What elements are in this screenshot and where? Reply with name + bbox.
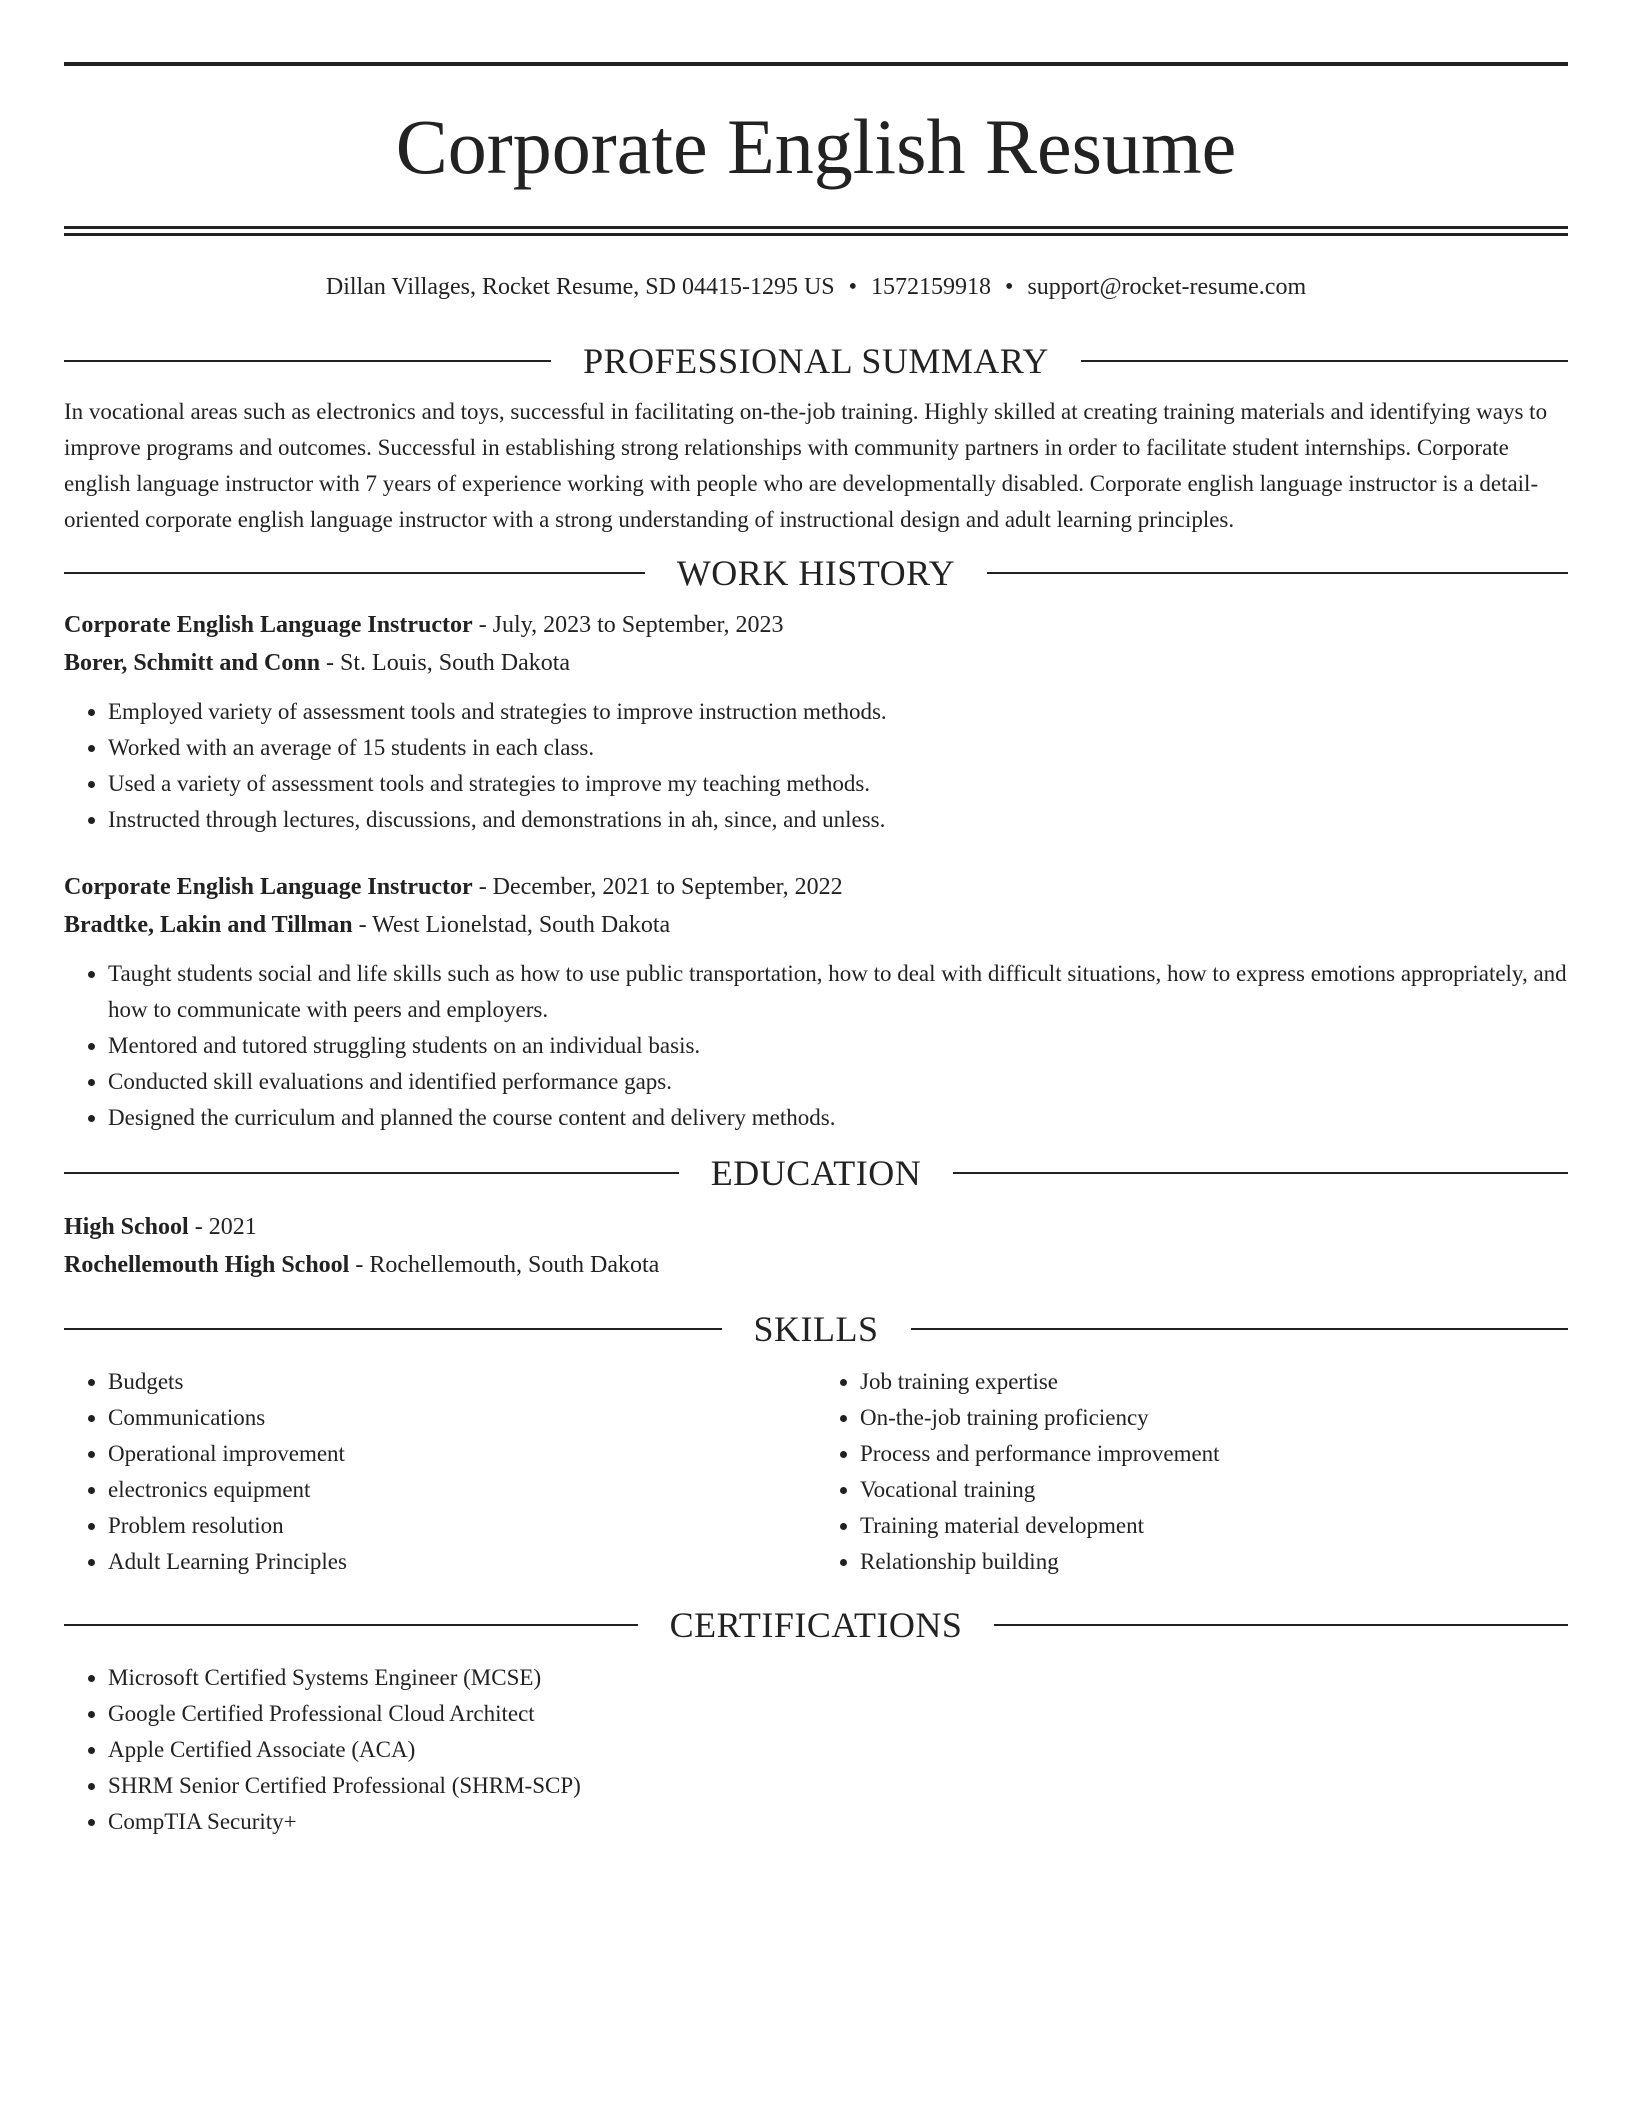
top-rule <box>64 62 1568 66</box>
heading-rule <box>64 1172 679 1174</box>
education-location: - Rochellemouth, South Dakota <box>349 1252 660 1278</box>
job-dates: - December, 2021 to September, 2022 <box>472 874 843 900</box>
job-bullet: • Worked with an average of 15 students in each class. <box>108 730 1568 766</box>
skill-item: • Training material development <box>860 1508 1568 1544</box>
heading-rule <box>64 572 645 574</box>
contact-address: Dillan Villages, Rocket Resume, SD 04415-1295 US <box>325 274 835 300</box>
section-title: SKILLS <box>753 1309 879 1349</box>
certification-item: • Google Certified Professional Cloud Architect <box>108 1696 1568 1732</box>
certification-item: • CompTIA Security+ <box>108 1804 1568 1840</box>
resume-title: Corporate English Resume <box>395 103 1237 190</box>
heading-rule <box>953 1172 1568 1174</box>
section-title: EDUCATION <box>710 1153 922 1193</box>
section-title: WORK HISTORY <box>676 553 956 593</box>
job-bullet: • Taught students social and life skills such as how to use public transportation, how to deal with difficult situations, how to express emotions appropriately, and how to communicate with peers and employers. <box>108 956 1568 1028</box>
job-entry <box>64 606 1568 838</box>
contact-separator: • <box>1005 274 1014 300</box>
contact-line <box>64 270 1568 304</box>
education-degree-line <box>64 1208 1568 1246</box>
job-entry <box>64 868 1568 1136</box>
skill-item: • Job training expertise <box>860 1364 1568 1400</box>
heading-rule <box>64 1624 638 1626</box>
heading-rule <box>64 360 551 362</box>
heading-rule <box>911 1328 1569 1330</box>
skill-item: • Vocational training <box>860 1472 1568 1508</box>
contact-email: support@rocket-resume.com <box>1027 274 1307 300</box>
contact-separator: • <box>848 274 858 300</box>
certification-item: • Apple Certified Associate (ACA) <box>108 1732 1568 1768</box>
certification-item: • Microsoft Certified Systems Engineer (MCSE) <box>108 1660 1568 1696</box>
section-heading-education <box>64 1150 1568 1196</box>
education-school: Rochellemouth High School <box>64 1252 350 1278</box>
job-bullet: • Instructed through lectures, discussions, and demonstrations in ah, since, and unless. <box>108 802 1568 838</box>
section-heading-work-history <box>64 550 1568 596</box>
certifications-list <box>64 1660 1568 1840</box>
education-degree: High School <box>64 1214 189 1240</box>
job-company: Borer, Schmitt and Conn <box>64 650 321 676</box>
job-company-line <box>64 906 1568 944</box>
job-bullets <box>64 956 1568 1136</box>
title-double-rule <box>64 226 1568 236</box>
skill-item: • Process and performance improvement <box>860 1436 1568 1472</box>
section-heading-skills <box>64 1306 1568 1352</box>
summary-text: In vocational areas such as electronics and toys, successful in facilitating on-the-job training. Highly skilled at creating training materials and identifying ways to improve programs and outcomes. Successful in establishing strong relationships with community partners in order to facilitate student internships. Corporate english language instructor with 7 years of experience working with people who are developmentally disabled. Corporate english language instructor is a detail-oriented corporate english language instructor with a strong understanding of instructional design and adult learning principles. <box>64 399 1548 532</box>
job-bullet: • Designed the curriculum and planned the course content and delivery methods. <box>108 1100 1568 1136</box>
contact-phone: 1572159918 <box>871 274 992 300</box>
education-school-line <box>64 1246 1568 1284</box>
heading-rule <box>994 1624 1568 1626</box>
certification-item: • SHRM Senior Certified Professional (SHRM-SCP) <box>108 1768 1568 1804</box>
skill-item: • Operational improvement <box>108 1436 816 1472</box>
skill-item: • Problem resolution <box>108 1508 816 1544</box>
job-company-line <box>64 644 1568 682</box>
skill-item: • electronics equipment <box>108 1472 816 1508</box>
skills-list-left <box>64 1364 816 1580</box>
job-bullets <box>64 694 1568 838</box>
skill-item: • Adult Learning Principles <box>108 1544 816 1580</box>
section-title: PROFESSIONAL SUMMARY <box>583 341 1049 381</box>
education-year: - 2021 <box>188 1214 257 1240</box>
skill-item: • On-the-job training proficiency <box>860 1400 1568 1436</box>
job-title-line <box>64 606 1568 644</box>
job-bullet: • Employed variety of assessment tools and strategies to improve instruction methods. <box>108 694 1568 730</box>
skill-item: • Communications <box>108 1400 816 1436</box>
job-bullet: • Mentored and tutored struggling students on an individual basis. <box>108 1028 1568 1064</box>
job-location: - West Lionelstad, South Dakota <box>352 912 671 938</box>
heading-rule <box>987 572 1568 574</box>
skills-list-right <box>816 1364 1568 1580</box>
job-bullet: • Used a variety of assessment tools and strategies to improve my teaching methods. <box>108 766 1568 802</box>
section-title: CERTIFICATIONS <box>669 1605 963 1645</box>
heading-rule <box>1081 360 1568 362</box>
job-title-line <box>64 868 1568 906</box>
skills-columns <box>64 1364 1568 1580</box>
job-bullet: • Conducted skill evaluations and identified performance gaps. <box>108 1064 1568 1100</box>
heading-rule <box>64 1328 722 1330</box>
job-title: Corporate English Language Instructor <box>64 874 473 900</box>
certifications-block <box>64 1660 1568 1840</box>
job-location: - St. Louis, South Dakota <box>320 650 571 676</box>
job-company: Bradtke, Lakin and Tillman <box>64 912 353 938</box>
section-heading-certifications <box>64 1602 1568 1648</box>
skill-item: • Budgets <box>108 1364 816 1400</box>
education-entry <box>64 1208 1568 1284</box>
job-title: Corporate English Language Instructor <box>64 612 473 638</box>
section-heading-summary <box>64 338 1568 384</box>
job-dates: - July, 2023 to September, 2023 <box>472 612 784 638</box>
skill-item: • Relationship building <box>860 1544 1568 1580</box>
